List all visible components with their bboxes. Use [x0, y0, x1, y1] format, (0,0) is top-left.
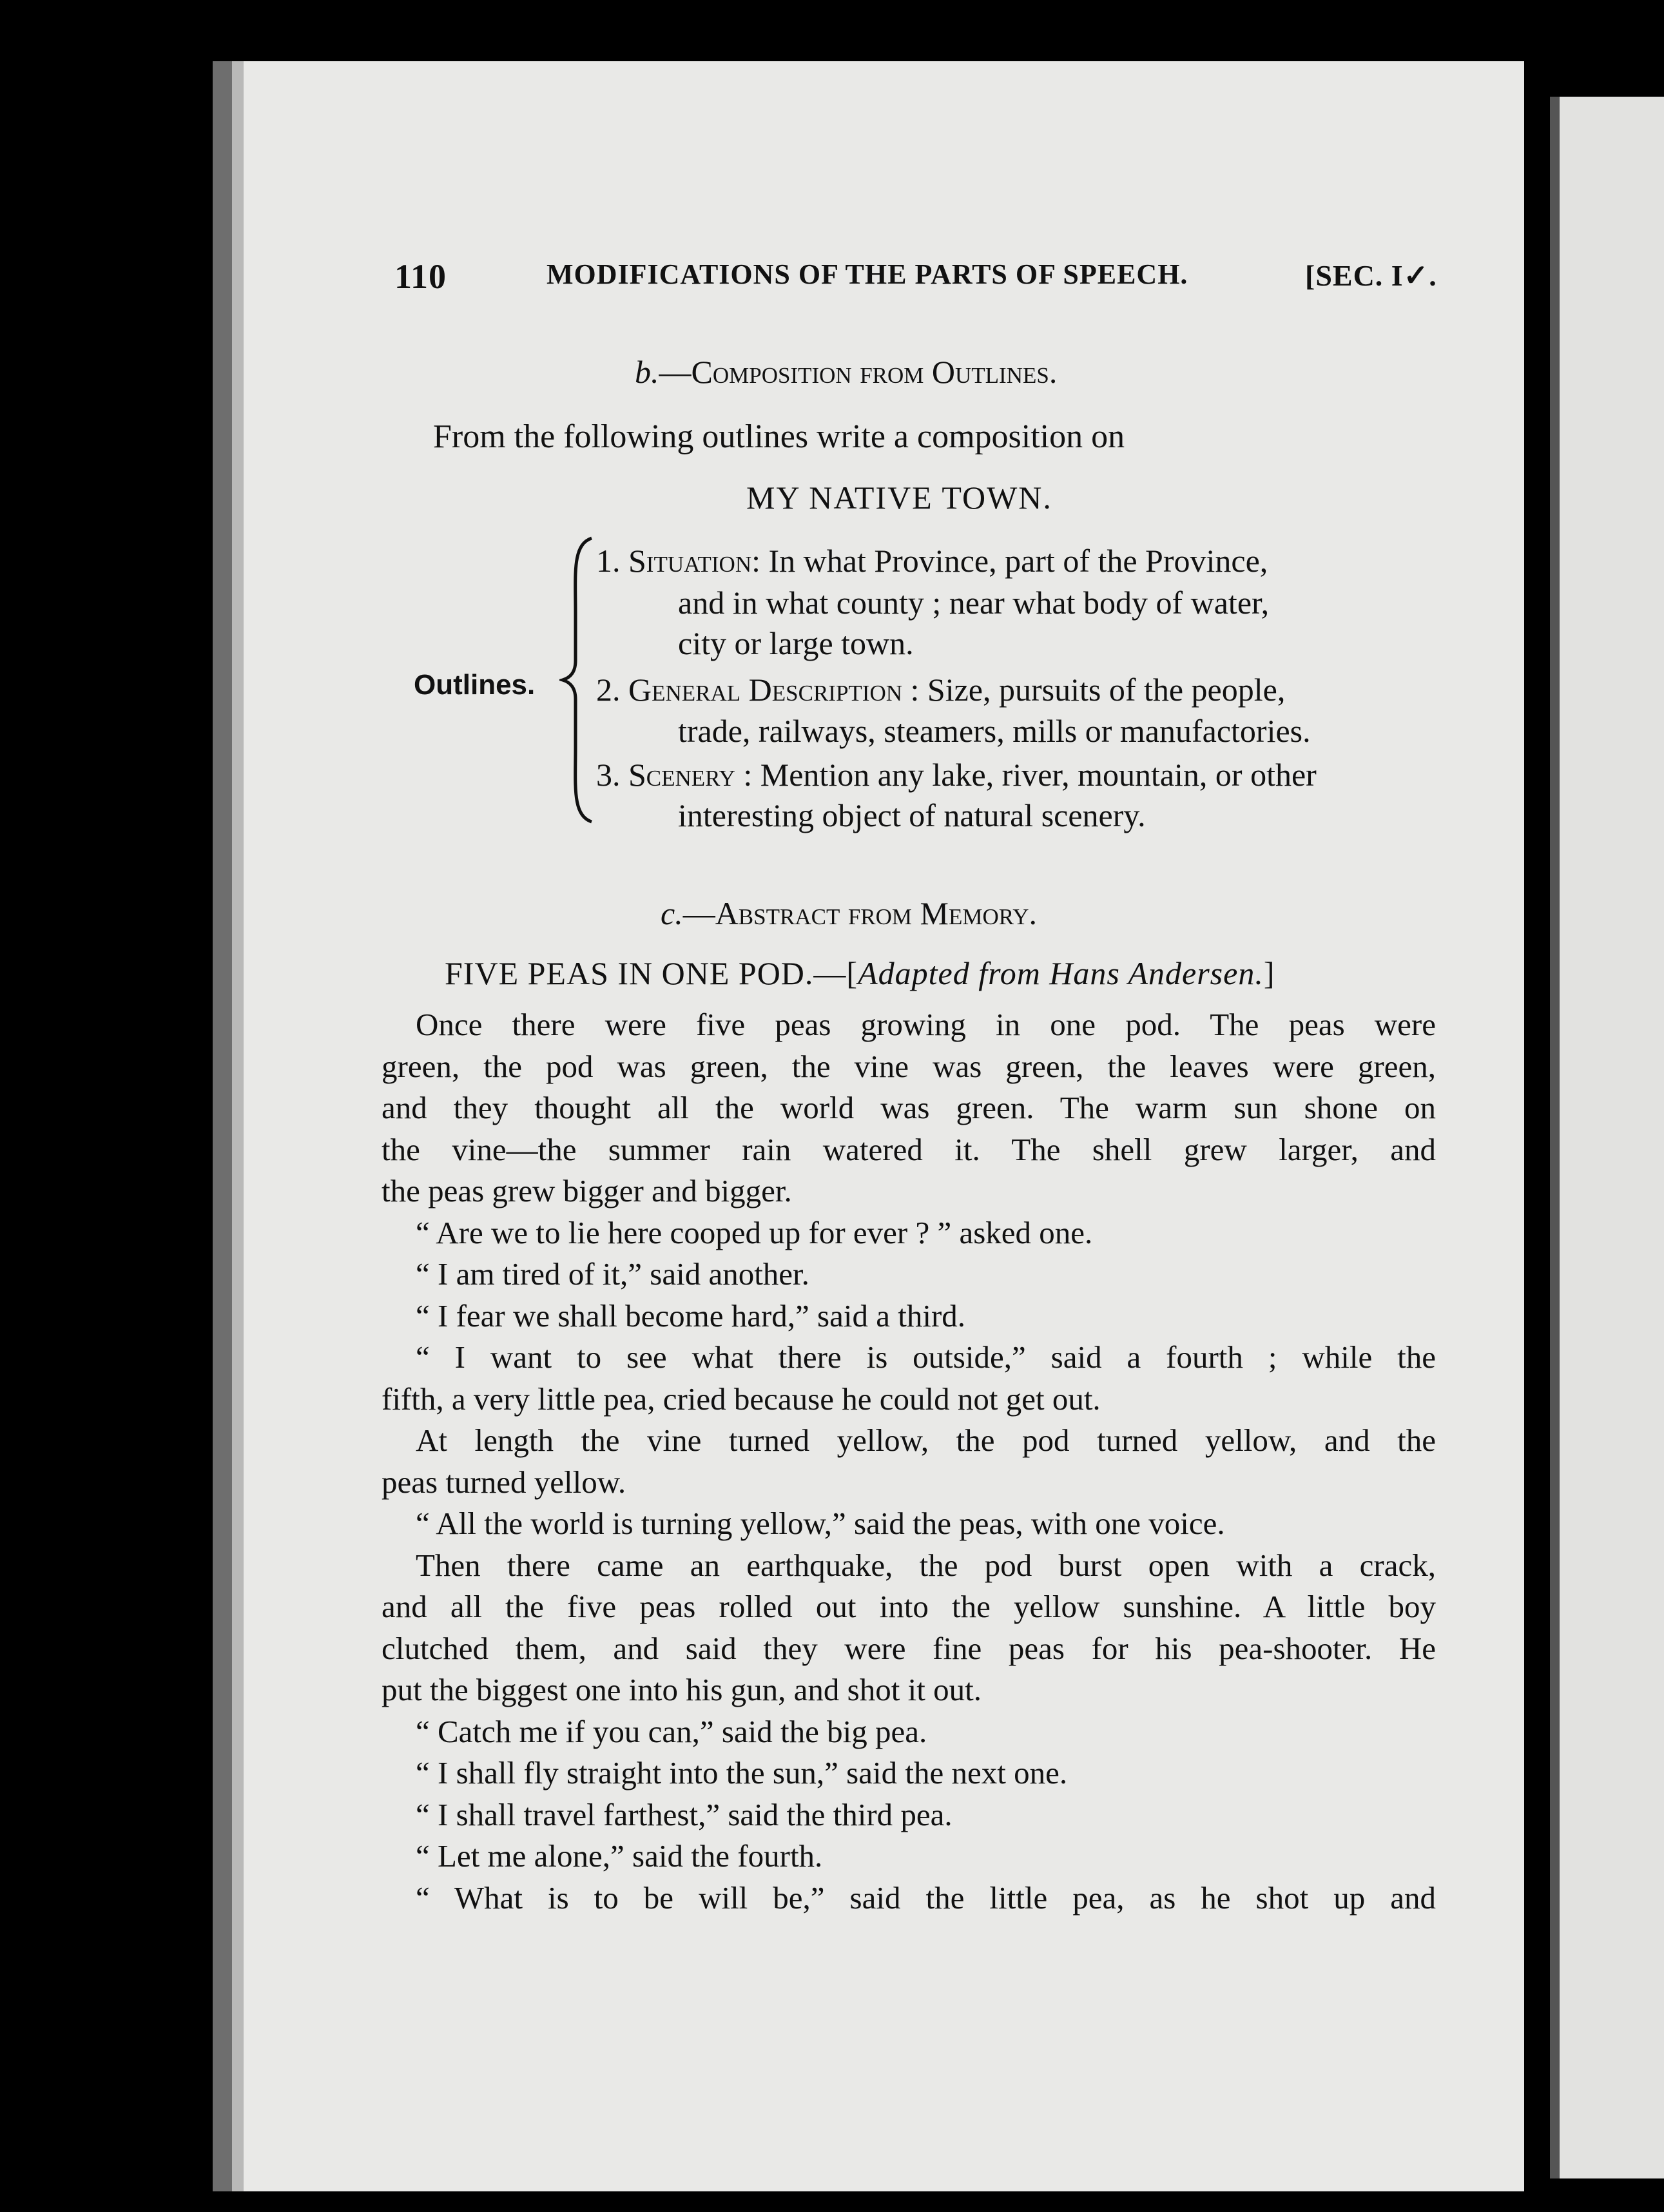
outline-line: [596, 540, 1268, 582]
story-line: “ I shall fly straight into the sun,” said the next one.: [416, 1755, 1068, 1790]
page-gutter-highlight: [232, 61, 244, 2191]
story-line: “ I fear we shall become hard,” said a third.: [416, 1297, 966, 1334]
story-line: the vine—the summer rain watered it. The shell grew larger, and: [382, 1131, 1436, 1167]
story-line: and all the five peas rolled out into the yellow sunshine. A little boy: [382, 1589, 1436, 1624]
story-title: [445, 953, 1275, 994]
section-b-title: —Composition from Outlines.: [659, 354, 1058, 390]
page-gutter-shadow: [213, 61, 232, 2191]
story-line: “ I am tired of it,” said another.: [416, 1256, 809, 1292]
section-c-letter: c.: [661, 895, 683, 931]
story-line: put the biggest one into his gun, and shot it out.: [382, 1672, 982, 1707]
story-line: peas turned yellow.: [382, 1464, 626, 1500]
story-line: Once there were five peas growing in one pod. The peas were: [416, 1007, 1436, 1042]
section-reference: [SEC. I✓.: [1305, 259, 1437, 292]
story-line: “ Catch me if you can,” said the big pea.: [416, 1713, 927, 1749]
outline-number: 1.: [596, 543, 621, 579]
section-b-intro: From the following outlines write a composition on: [433, 418, 1125, 455]
outline-text: and in what county ; near what body of water,: [678, 585, 1270, 621]
story-line: “ Let me alone,” said the fourth.: [416, 1838, 823, 1874]
composition-subject: MY NATIVE TOWN.: [746, 480, 1052, 516]
outline-head: Situation: [628, 543, 752, 579]
outline-text: : Mention any lake, river, mountain, or other: [735, 757, 1317, 793]
running-title: MODIFICATIONS OF THE PARTS OF SPEECH.: [547, 258, 1188, 290]
story-line: “ Are we to lie here cooped up for ever ? ” asked one.: [416, 1214, 1093, 1250]
curly-brace-icon: [559, 535, 598, 825]
section-c-heading: [661, 893, 1037, 935]
outline-text: city or large town.: [678, 625, 914, 661]
outline-number: 3.: [596, 757, 621, 793]
outline-text: trade, railways, steamers, mills or manufactories.: [678, 713, 1311, 749]
story-title-main: FIVE PEAS IN ONE POD.—[: [445, 955, 858, 991]
facing-page: [1560, 97, 1664, 2178]
outline-text: interesting object of natural scenery.: [678, 797, 1146, 833]
section-c-title: —Abstract from Memory.: [682, 895, 1037, 931]
story-line: “ I shall travel farthest,” said the third pea.: [416, 1796, 953, 1832]
story-source: Adapted from Hans Andersen.: [858, 955, 1264, 991]
story-line: At length the vine turned yellow, the pod turned yellow, and the: [416, 1422, 1436, 1458]
story-line: and they thought all the world was green. The warm sun shone on: [382, 1090, 1436, 1125]
story-line: Then there came an earthquake, the pod burst open with a crack,: [416, 1547, 1436, 1583]
section-b-heading: [635, 351, 1057, 393]
section-b-letter: b.: [635, 354, 659, 390]
outline-line: [596, 669, 1285, 711]
outline-text: : Size, pursuits of the people,: [902, 672, 1286, 708]
outline-head: Scenery: [628, 757, 735, 793]
story-line: clutched them, and said they were fine peas for his pea-shooter. He: [382, 1630, 1436, 1666]
outline-line: [596, 754, 1317, 796]
outline-head: General Description: [628, 672, 902, 708]
story-line: “ All the world is turning yellow,” said the peas, with one voice.: [416, 1506, 1225, 1541]
story-title-close: ]: [1263, 955, 1275, 991]
story-line: “ What is to be will be,” said the little pea, as he shot up and: [416, 1879, 1436, 1916]
story-line: the peas grew bigger and bigger.: [382, 1173, 792, 1208]
story-line: green, the pod was green, the vine was green, the leaves were green,: [382, 1048, 1436, 1084]
outlines-label: Outlines.: [414, 669, 536, 701]
outline-text: : In what Province, part of the Province,: [751, 543, 1268, 579]
story-line: fifth, a very little pea, cried because he could not get out.: [382, 1381, 1101, 1417]
page-number: 110: [394, 257, 447, 296]
story-line: “ I want to see what there is outside,” said a fourth ; while the: [416, 1339, 1436, 1375]
outline-number: 2.: [596, 672, 621, 708]
